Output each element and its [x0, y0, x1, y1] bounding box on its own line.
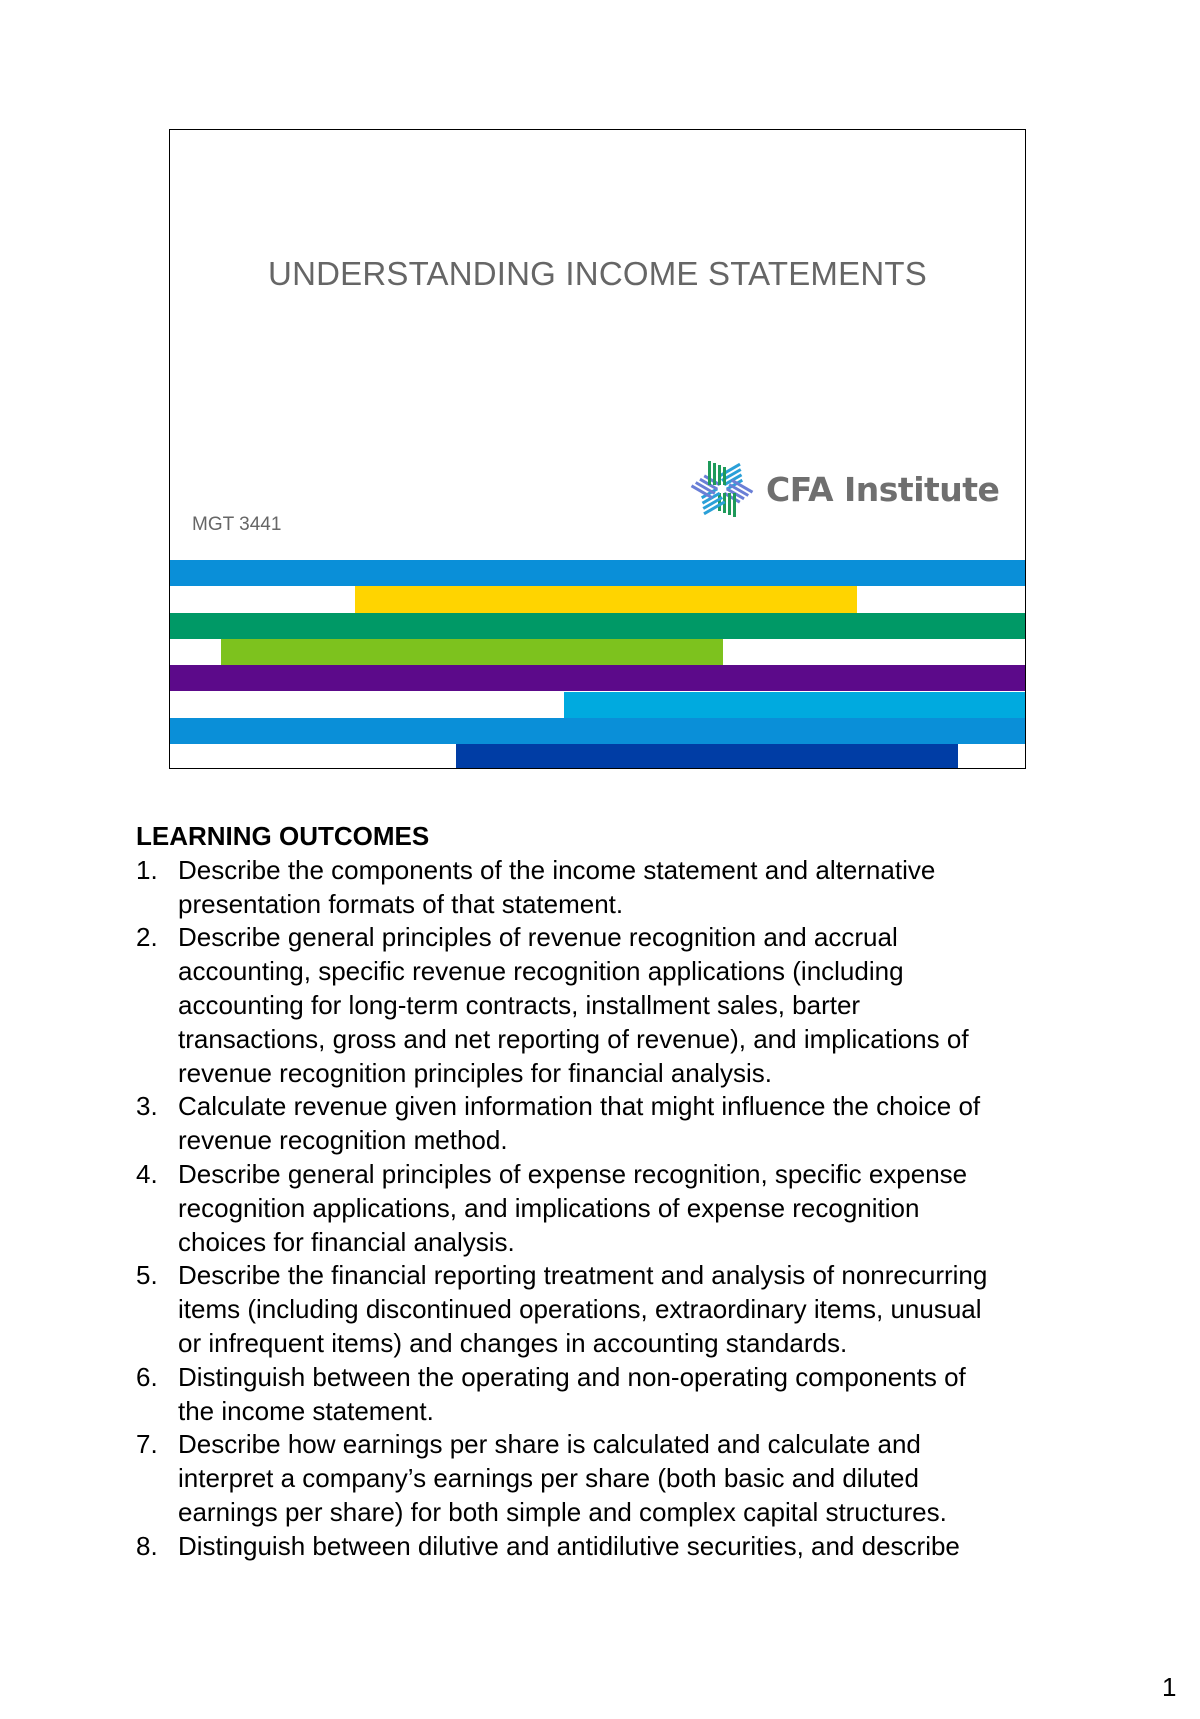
outcome-item	[136, 1090, 1136, 1158]
outcome-line: accounting, specific revenue recognition applications (including	[178, 956, 904, 987]
stripe-navy	[456, 744, 958, 769]
stripe-lime	[221, 639, 723, 665]
outcome-line: Distinguish between dilutive and antidilutive securities, and describe	[178, 1530, 960, 1561]
outcome-item	[136, 1428, 1136, 1529]
outcome-line: presentation formats of that statement.	[178, 888, 624, 919]
outcomes-heading: LEARNING OUTCOMES	[136, 821, 430, 851]
stripe-green	[170, 613, 1025, 639]
outcome-item	[136, 1361, 1136, 1429]
outcome-item	[136, 854, 1136, 922]
outcome-number: 5.	[136, 1260, 158, 1291]
outcome-number: 4.	[136, 1158, 158, 1189]
outcome-line: Describe general principles of expense recognition, specific expense	[178, 1158, 968, 1189]
title-slide	[169, 129, 1026, 769]
outcome-item	[136, 1259, 1136, 1360]
stripe-yellow	[355, 586, 857, 612]
outcome-line: revenue recognition method.	[178, 1125, 508, 1156]
outcome-text	[178, 1158, 1136, 1259]
outcome-item	[136, 1530, 1136, 1564]
outcome-text	[178, 1090, 1136, 1158]
outcome-number: 8.	[136, 1530, 158, 1561]
outcome-line: items (including discontinued operations, extraordinary items, unusual	[178, 1294, 982, 1325]
outcome-text	[178, 1530, 1136, 1564]
outcome-text	[178, 1259, 1136, 1360]
outcome-line: Describe the financial reporting treatment and analysis of nonrecurring	[178, 1260, 988, 1291]
outcome-line: choices for financial analysis.	[178, 1226, 515, 1257]
outcome-number: 7.	[136, 1429, 158, 1460]
outcome-line: Describe the components of the income statement and alternative	[178, 854, 936, 885]
cfa-logo	[690, 457, 999, 521]
outcome-line: revenue recognition principles for financial analysis.	[178, 1057, 772, 1088]
stripe-cyan	[564, 692, 1025, 718]
outcome-line: Distinguish between the operating and non-operating components of	[178, 1361, 966, 1392]
page-number: 1	[1162, 1672, 1177, 1702]
stripe-purple	[170, 665, 1025, 691]
outcome-item	[136, 921, 1136, 1090]
outcome-number: 3.	[136, 1091, 158, 1122]
outcome-text	[178, 854, 1136, 922]
outcome-line: recognition applications, and implications of expense recognition	[178, 1192, 920, 1223]
logo-text: CFA Institute	[766, 469, 1000, 509]
outcome-line: interpret a company’s earnings per share (both basic and diluted	[178, 1463, 919, 1494]
outcome-line: transactions, gross and net reporting of revenue), and implications of	[178, 1023, 969, 1054]
outcome-line: earnings per share) for both simple and complex capital structures.	[178, 1496, 947, 1527]
slide-title: UNDERSTANDING INCOME STATEMENTS	[268, 255, 927, 292]
outcome-item	[136, 1158, 1136, 1259]
stripe-blue-1	[170, 560, 1025, 586]
learning-outcomes	[136, 820, 1136, 1564]
outcome-line: Describe general principles of revenue recognition and accrual	[178, 922, 898, 953]
outcome-line: the income statement.	[178, 1395, 434, 1426]
outcome-text	[178, 1428, 1136, 1529]
outcome-number: 1.	[136, 854, 158, 885]
stripe-blue-2	[170, 718, 1025, 744]
outcome-text	[178, 921, 1136, 1090]
outcome-line: or infrequent items) and changes in accounting standards.	[178, 1327, 848, 1358]
outcome-number: 6.	[136, 1361, 158, 1392]
cfa-star-logo-icon	[690, 457, 754, 521]
outcome-text	[178, 1361, 1136, 1429]
outcome-line: accounting for long-term contracts, installment sales, barter	[178, 989, 861, 1020]
outcome-number: 2.	[136, 922, 158, 953]
outcome-line: Describe how earnings per share is calculated and calculate and	[178, 1429, 921, 1460]
course-code: MGT 3441	[192, 514, 282, 535]
outcome-line: Calculate revenue given information that might influence the choice of	[178, 1091, 981, 1122]
